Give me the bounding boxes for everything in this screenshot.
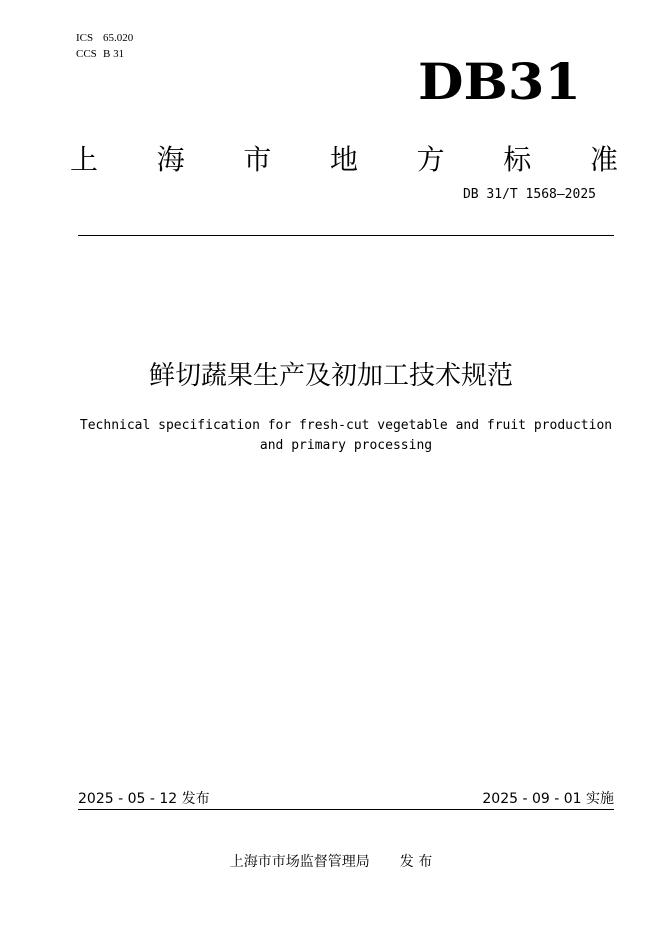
- ccs-code: B 31: [103, 48, 125, 60]
- issue-date: 2025 - 05 - 12 发布: [78, 791, 210, 807]
- db31-logo: DB31: [418, 52, 581, 111]
- standard-number: DB 31/T 1568—2025: [462, 187, 596, 202]
- document-title-english: Technical specification for fresh-cut vegetable and fruit production and primary processing: [79, 418, 613, 453]
- issuer-line: [0, 852, 662, 872]
- standard-type-char: 地: [329, 143, 358, 176]
- top-divider: [78, 235, 614, 236]
- ccs-label: CCS: [76, 48, 97, 60]
- standard-type-char: 标: [503, 143, 532, 176]
- standard-type-char: 准: [589, 143, 618, 176]
- document-title-chinese: 鲜切蔬果生产及初加工技术规范: [148, 361, 513, 391]
- ics-code: 65.020: [103, 32, 134, 44]
- ccs-line: [76, 46, 133, 62]
- classification-codes: [76, 30, 133, 62]
- standard-type-char: 市: [243, 143, 272, 176]
- standard-type-title: [70, 140, 618, 180]
- ics-line: [76, 30, 133, 46]
- bottom-divider: [78, 809, 614, 810]
- implementation-date: 2025 - 09 - 01 实施: [482, 791, 614, 807]
- issuer-name: 上海市市场监督管理局: [229, 854, 370, 870]
- standard-type-char: 海: [156, 143, 185, 176]
- issuer-action: 发 布: [399, 854, 433, 870]
- ics-label: ICS: [76, 32, 94, 44]
- standard-type-char: 方: [416, 143, 445, 176]
- standard-type-char: 上: [70, 143, 99, 176]
